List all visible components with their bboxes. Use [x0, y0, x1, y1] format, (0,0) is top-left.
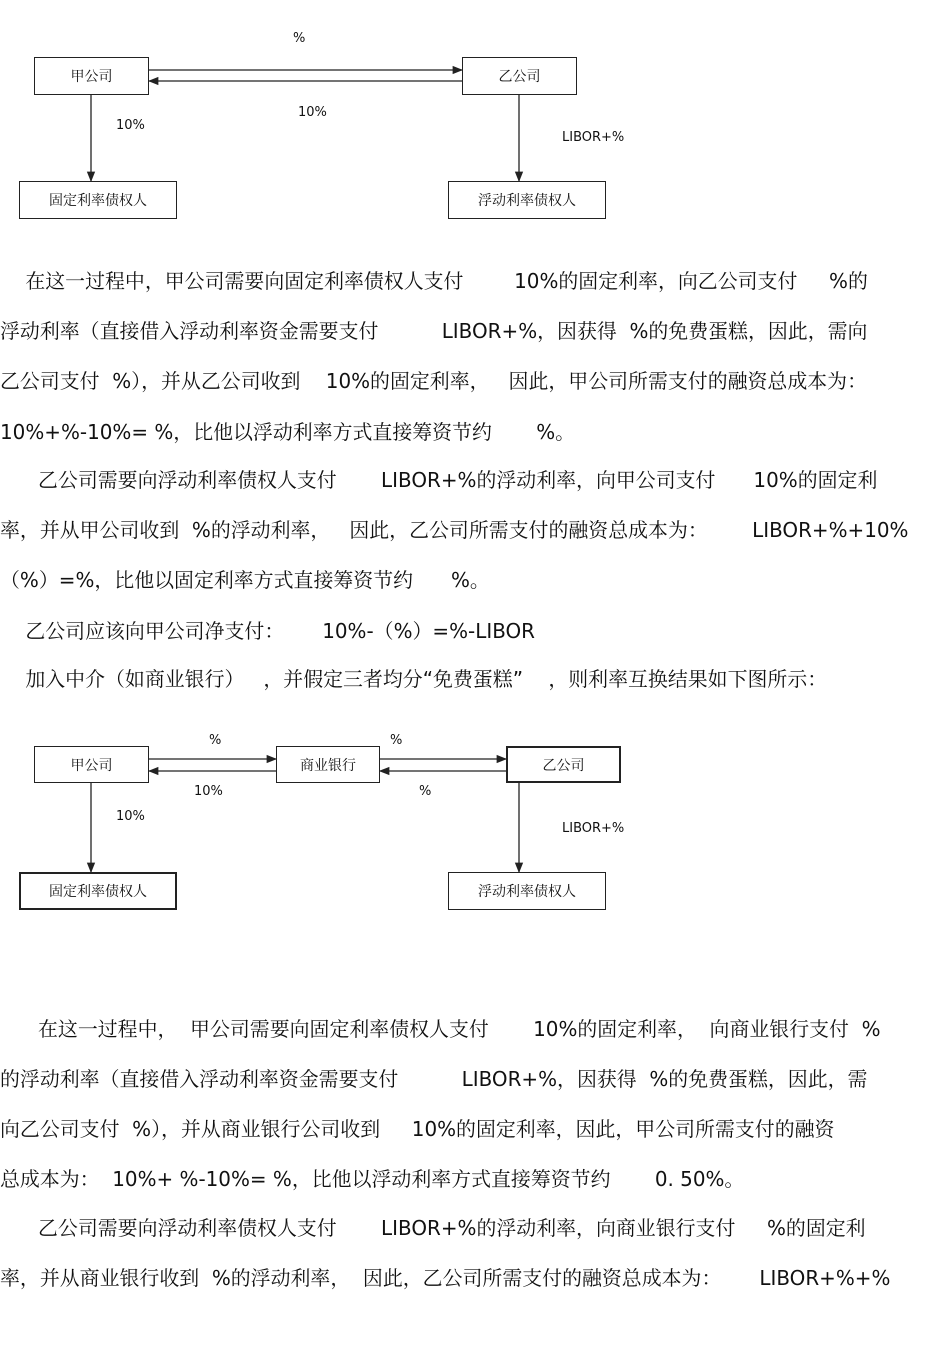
company-yi-box: 乙公司: [462, 57, 577, 95]
commercial-bank-box: 商业银行: [276, 746, 380, 783]
company-jia-box: 甲公司: [34, 57, 149, 95]
yi-to-jia-rate-label: 10%: [298, 105, 327, 120]
net-payment-line: 乙公司应该向甲公司净支付： 10%-（%）=%-LIBOR: [0, 619, 536, 643]
jia-to-yi-rate-label: %: [293, 31, 306, 46]
floating-rate-creditor-box: 浮动利率债权人: [448, 872, 606, 910]
yi-to-bank-rate-label: %: [419, 784, 432, 799]
text-line: 率，并从甲公司收到 %的浮动利率， 因此，乙公司所需支付的融资总成本为： LIBOR+%+10%: [0, 518, 909, 542]
fixed-rate-creditor-box: 固定利率债权人: [19, 181, 177, 219]
text-line: 乙公司需要向浮动利率债权人支付 LIBOR+%的浮动利率，向商业银行支付 %的固定利: [0, 1216, 866, 1240]
jia-to-bank-rate-label: %: [209, 733, 222, 748]
company-yi-box: 乙公司: [506, 746, 621, 783]
text-line: 的浮动利率（直接借入浮动利率资金需要支付 LIBOR+%，因获得 %的免费蛋糕，因此，需: [0, 1067, 868, 1091]
bank-to-jia-rate-label: 10%: [194, 784, 223, 799]
text-line: 在这一过程中，甲公司需要向固定利率债权人支付 10%的固定利率，向乙公司支付 %的: [0, 269, 868, 293]
text-line: （%）=%，比他以固定利率方式直接筹资节约 %。: [0, 568, 490, 592]
intermediary-intro-line: 加入中介（如商业银行） ，并假定三者均分“免费蛋糕” ，则利率互换结果如下图所示：: [0, 667, 828, 691]
text-line: 率，并从商业银行收到 %的浮动利率， 因此，乙公司所需支付的融资总成本为： LIBOR+%+%: [0, 1266, 891, 1290]
text-line: 10%+%-10%= %，比他以浮动利率方式直接筹资节约 %。: [0, 420, 576, 444]
text-line: 总成本为： 10%+ %-10%= %，比他以浮动利率方式直接筹资节约 0. 50%。: [0, 1167, 745, 1191]
fixed-rate-creditor-box: 固定利率债权人: [19, 872, 177, 910]
jia-to-fixed-rate-label: 10%: [116, 809, 145, 824]
text-line: 在这一过程中， 甲公司需要向固定利率债权人支付 10%的固定利率， 向商业银行支付 %: [0, 1017, 881, 1041]
floating-rate-creditor-box: 浮动利率债权人: [448, 181, 606, 219]
yi-to-float-rate-label: LIBOR+%: [562, 821, 625, 836]
text-line: 向乙公司支付 %），并从商业银行公司收到 10%的固定利率，因此，甲公司所需支付的融资: [0, 1117, 835, 1141]
bank-to-yi-rate-label: %: [390, 733, 403, 748]
text-line: 浮动利率（直接借入浮动利率资金需要支付 LIBOR+%，因获得 %的免费蛋糕，因此，需向: [0, 319, 868, 343]
jia-to-fixed-rate-label: 10%: [116, 118, 145, 133]
company-jia-box: 甲公司: [34, 746, 149, 783]
text-line: 乙公司需要向浮动利率债权人支付 LIBOR+%的浮动利率，向甲公司支付 10%的固定利: [0, 468, 878, 492]
text-line: 乙公司支付 %），并从乙公司收到 10%的固定利率， 因此，甲公司所需支付的融资总成本为：: [0, 369, 868, 393]
yi-to-float-rate-label: LIBOR+%: [562, 130, 625, 145]
